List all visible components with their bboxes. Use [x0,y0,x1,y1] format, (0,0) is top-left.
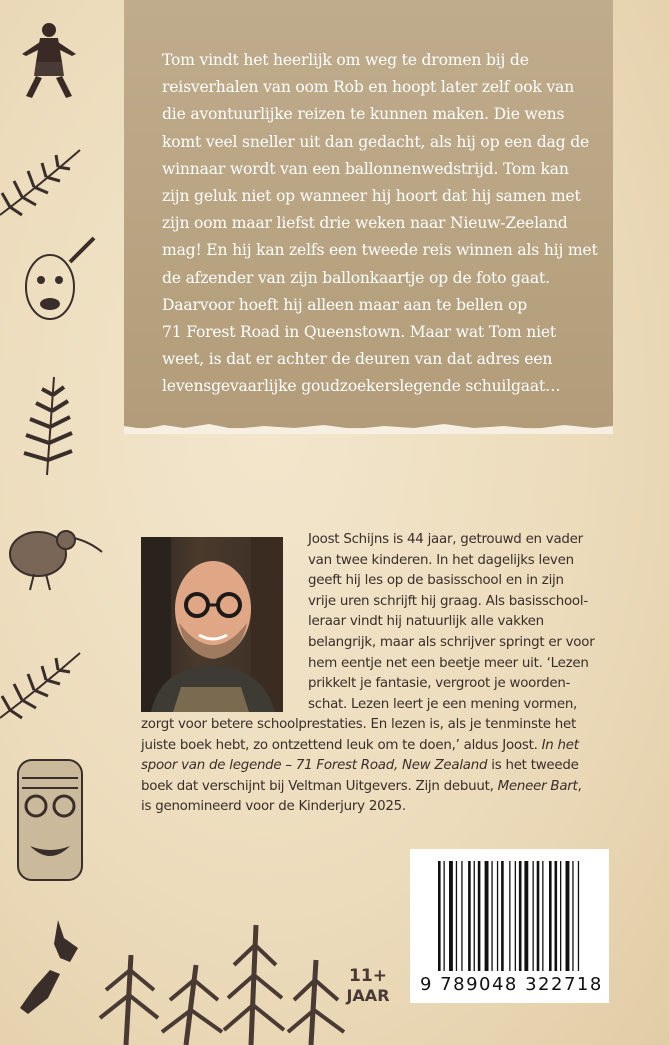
bio-text: juiste boek hebt, zo ontzettend leuk om te doen,’ aldus Joost. [141,737,542,753]
barcode-bar [444,861,445,971]
bio-line: prikkelt je fantasie, vergroot je woorden- [308,676,571,692]
bio-text: boek dat verschijnt bij Veltman Uitgevers. Zijn debuut, [141,778,498,794]
barcode-bar [524,861,528,971]
barcode-bar [560,861,561,971]
bio-line [141,756,582,777]
barcode-bar [566,861,570,971]
bio-line [141,777,582,798]
blurb-line: Tom vindt het heerlijk om weg te dromen bij de [162,51,529,69]
bio-line: vrije uren schrijft hij graag. Als basisschool- [308,593,588,609]
blurb-line: winnaar wordt van een ballonnenwedstrijd. Tom kan [162,159,569,178]
fern-icon [14,375,80,480]
tiki-carving-icon [16,758,86,883]
barcode-bar [456,861,457,971]
kiwi-bird-icon [4,518,104,593]
bio-line: zorgt voor betere schoolprestaties. En lezen is, als je tenminste het [141,717,576,732]
bio-line: belangrijk, maar als schrijver springt er voor [308,634,595,650]
barcode-bar [578,861,579,971]
blurb-panel [124,0,613,428]
barcode-bar [474,861,475,971]
fern-cluster-icon [86,920,356,1045]
bio-line: schat. Lezen leert je een mening vormen, [308,696,578,712]
bio-line: leraar vindt hij natuurlijk alle vakken [308,614,544,630]
blurb-line: weet, is dat er achter de deuren van dat adres een [162,350,553,369]
barcode-bar [537,861,540,971]
blurb-line: mag! En hij kan zelfs een tweede reis winnen als hij met [162,241,598,260]
fern-icon [0,145,82,220]
barcode-bar [438,861,441,971]
author-bio-top [308,530,594,715]
author-portrait-image [141,537,283,712]
torn-paper-edge [124,422,613,434]
barcode-bar [519,861,522,971]
bio-line: hem eentje net een beetje meer uit. ‘Lezen [308,655,589,671]
blurb-line: levensgevaarlijke goudzoekerslegende schuilgaat… [162,377,561,396]
author-bio-bottom [141,715,582,818]
author-photo [141,537,283,712]
blurb-line: Daarvoor hoeft hij alleen maar aan te bellen op [162,295,527,314]
barcode-bar [533,861,534,971]
bio-line: geeft hij les op de basisschool en in zijn [308,573,564,589]
bio-line: van twee kinderen. In het dagelijks leven [308,552,574,568]
barcode [410,849,609,1003]
age-number: 11+ [349,966,387,986]
debut-title: Meneer Bart [497,778,578,794]
barcode-bar [542,861,543,971]
barcode-bars [438,861,588,986]
barcode-bar [468,861,471,971]
blurb-line: komt veel sneller uit dan gedacht, als hij op een dag de [162,132,590,151]
bio-line [141,736,582,757]
blurb-line: die avontuurlijke reizen te kunnen maken. Die wens [162,105,565,124]
barcode-bar [555,861,558,971]
bio-line: Joost Schijns is 44 jaar, getrouwd en vader [308,532,583,547]
barcode-bar [485,861,489,971]
barcode-bar [549,861,552,971]
book-title: spoor van de legende – 71 Forest Road, New Zealand [141,758,488,774]
book-title: In het [541,737,579,753]
barcode-bar [461,861,462,971]
bio-line: is genomineerd voor de Kinderjury 2025. [141,799,406,815]
bio-text: is het tweede [487,758,579,774]
blurb-line: zijn geluk niet op wanneer hij hoort dat hij samen met [162,187,581,206]
new-zealand-map-icon [18,918,82,1018]
bio-text: , [577,778,582,794]
blurb-line: reisverhalen van oom Rob en hoopt later zelf ook van [162,78,574,97]
barcode-bar [501,861,504,971]
barcode-bar [449,861,453,971]
tiki-face-icon [14,232,98,332]
barcode-bar [491,861,492,971]
barcode-bar [509,861,510,971]
fern-icon [0,648,82,723]
age-badge [340,966,396,1005]
isbn-number: 9 789048 322718 [420,974,603,995]
blurb-line: zijn oom maar liefst drie weken naar Nieuw-Zeeland [162,214,568,233]
blurb-line: 71 Forest Road in Queenstown. Maar wat Tom niet [162,323,556,342]
barcode-bar [478,861,481,971]
barcode-bar [572,861,573,971]
barcode-bar [515,861,516,971]
blurb-line: de afzender van zijn ballonkaartje op de foto gaat. [162,268,550,287]
maori-dancer-icon [18,20,80,100]
age-label: JAAR [346,986,390,1005]
barcode-bar [497,861,498,971]
blurb-text [162,47,598,401]
